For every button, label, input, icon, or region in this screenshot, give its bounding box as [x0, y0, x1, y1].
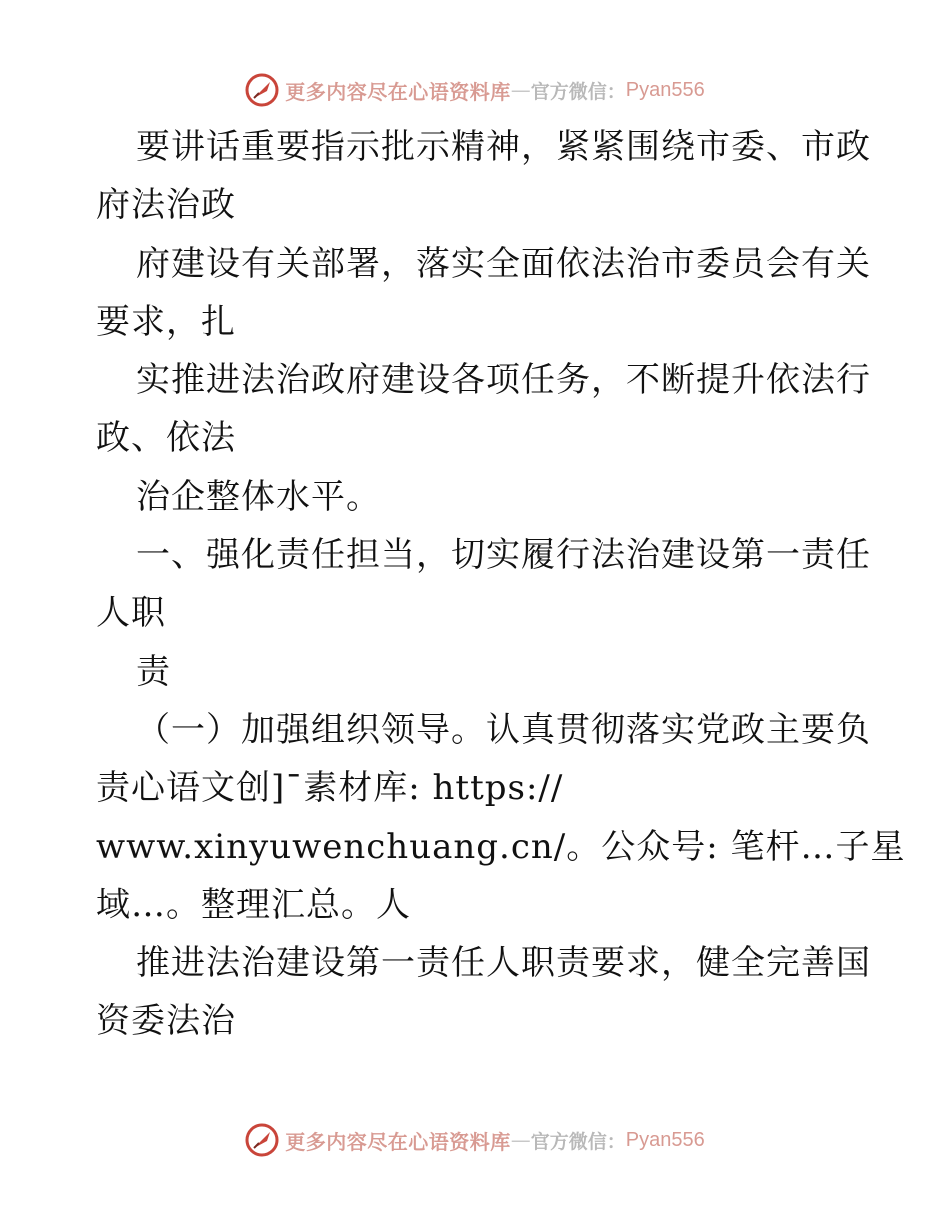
text-line: 府建设有关部署，落实全面依法治市委员会有关	[136, 243, 871, 284]
text-line: 要求，扎	[96, 301, 236, 342]
watermark-id: Pyan556	[625, 78, 705, 101]
text-line: 推进法治建设第一责任人职责要求，健全完善国	[136, 943, 871, 984]
watermark-label: 官方微信：	[530, 80, 626, 103]
text-line: 域…。整理汇总。人	[96, 884, 411, 925]
text-line: 人职	[96, 593, 166, 634]
subsection-heading: （一）加强组织领导。认真贯彻落实党政主要负	[136, 709, 871, 750]
header-watermark	[0, 70, 950, 110]
text-line: 要讲话重要指示批示精神，紧紧围绕市委、市政	[136, 127, 871, 167]
quill-logo-icon	[245, 1123, 279, 1157]
text-line: 资委法治	[96, 1001, 236, 1042]
text-line: 治企整体水平。	[136, 476, 381, 517]
document-body	[96, 118, 906, 1051]
footer-watermark	[0, 1120, 950, 1160]
watermark-id: Pyan556	[625, 1128, 705, 1151]
watermark-dash: —	[510, 78, 531, 102]
text-line: 府法治政	[96, 185, 236, 226]
text-line: 政、依法	[96, 418, 236, 459]
text-line: 责心语文创]¯素材库: https://	[96, 768, 564, 809]
text-line: 实推进法治政府建设各项任务，不断提升依法行	[136, 360, 871, 401]
text-line: 责	[136, 651, 171, 692]
text-line: www.xinyuwenchuang.cn/。公众号: 笔杆…子星	[96, 826, 906, 867]
section-heading: 一、强化责任担当，切实履行法治建设第一责任	[136, 535, 871, 576]
watermark-dash: —	[510, 1128, 531, 1152]
watermark-brand: 更多内容尽在心语资料库	[285, 79, 511, 104]
watermark-label: 官方微信：	[530, 1130, 626, 1153]
quill-logo-icon	[245, 73, 279, 107]
watermark-brand: 更多内容尽在心语资料库	[285, 1129, 511, 1154]
